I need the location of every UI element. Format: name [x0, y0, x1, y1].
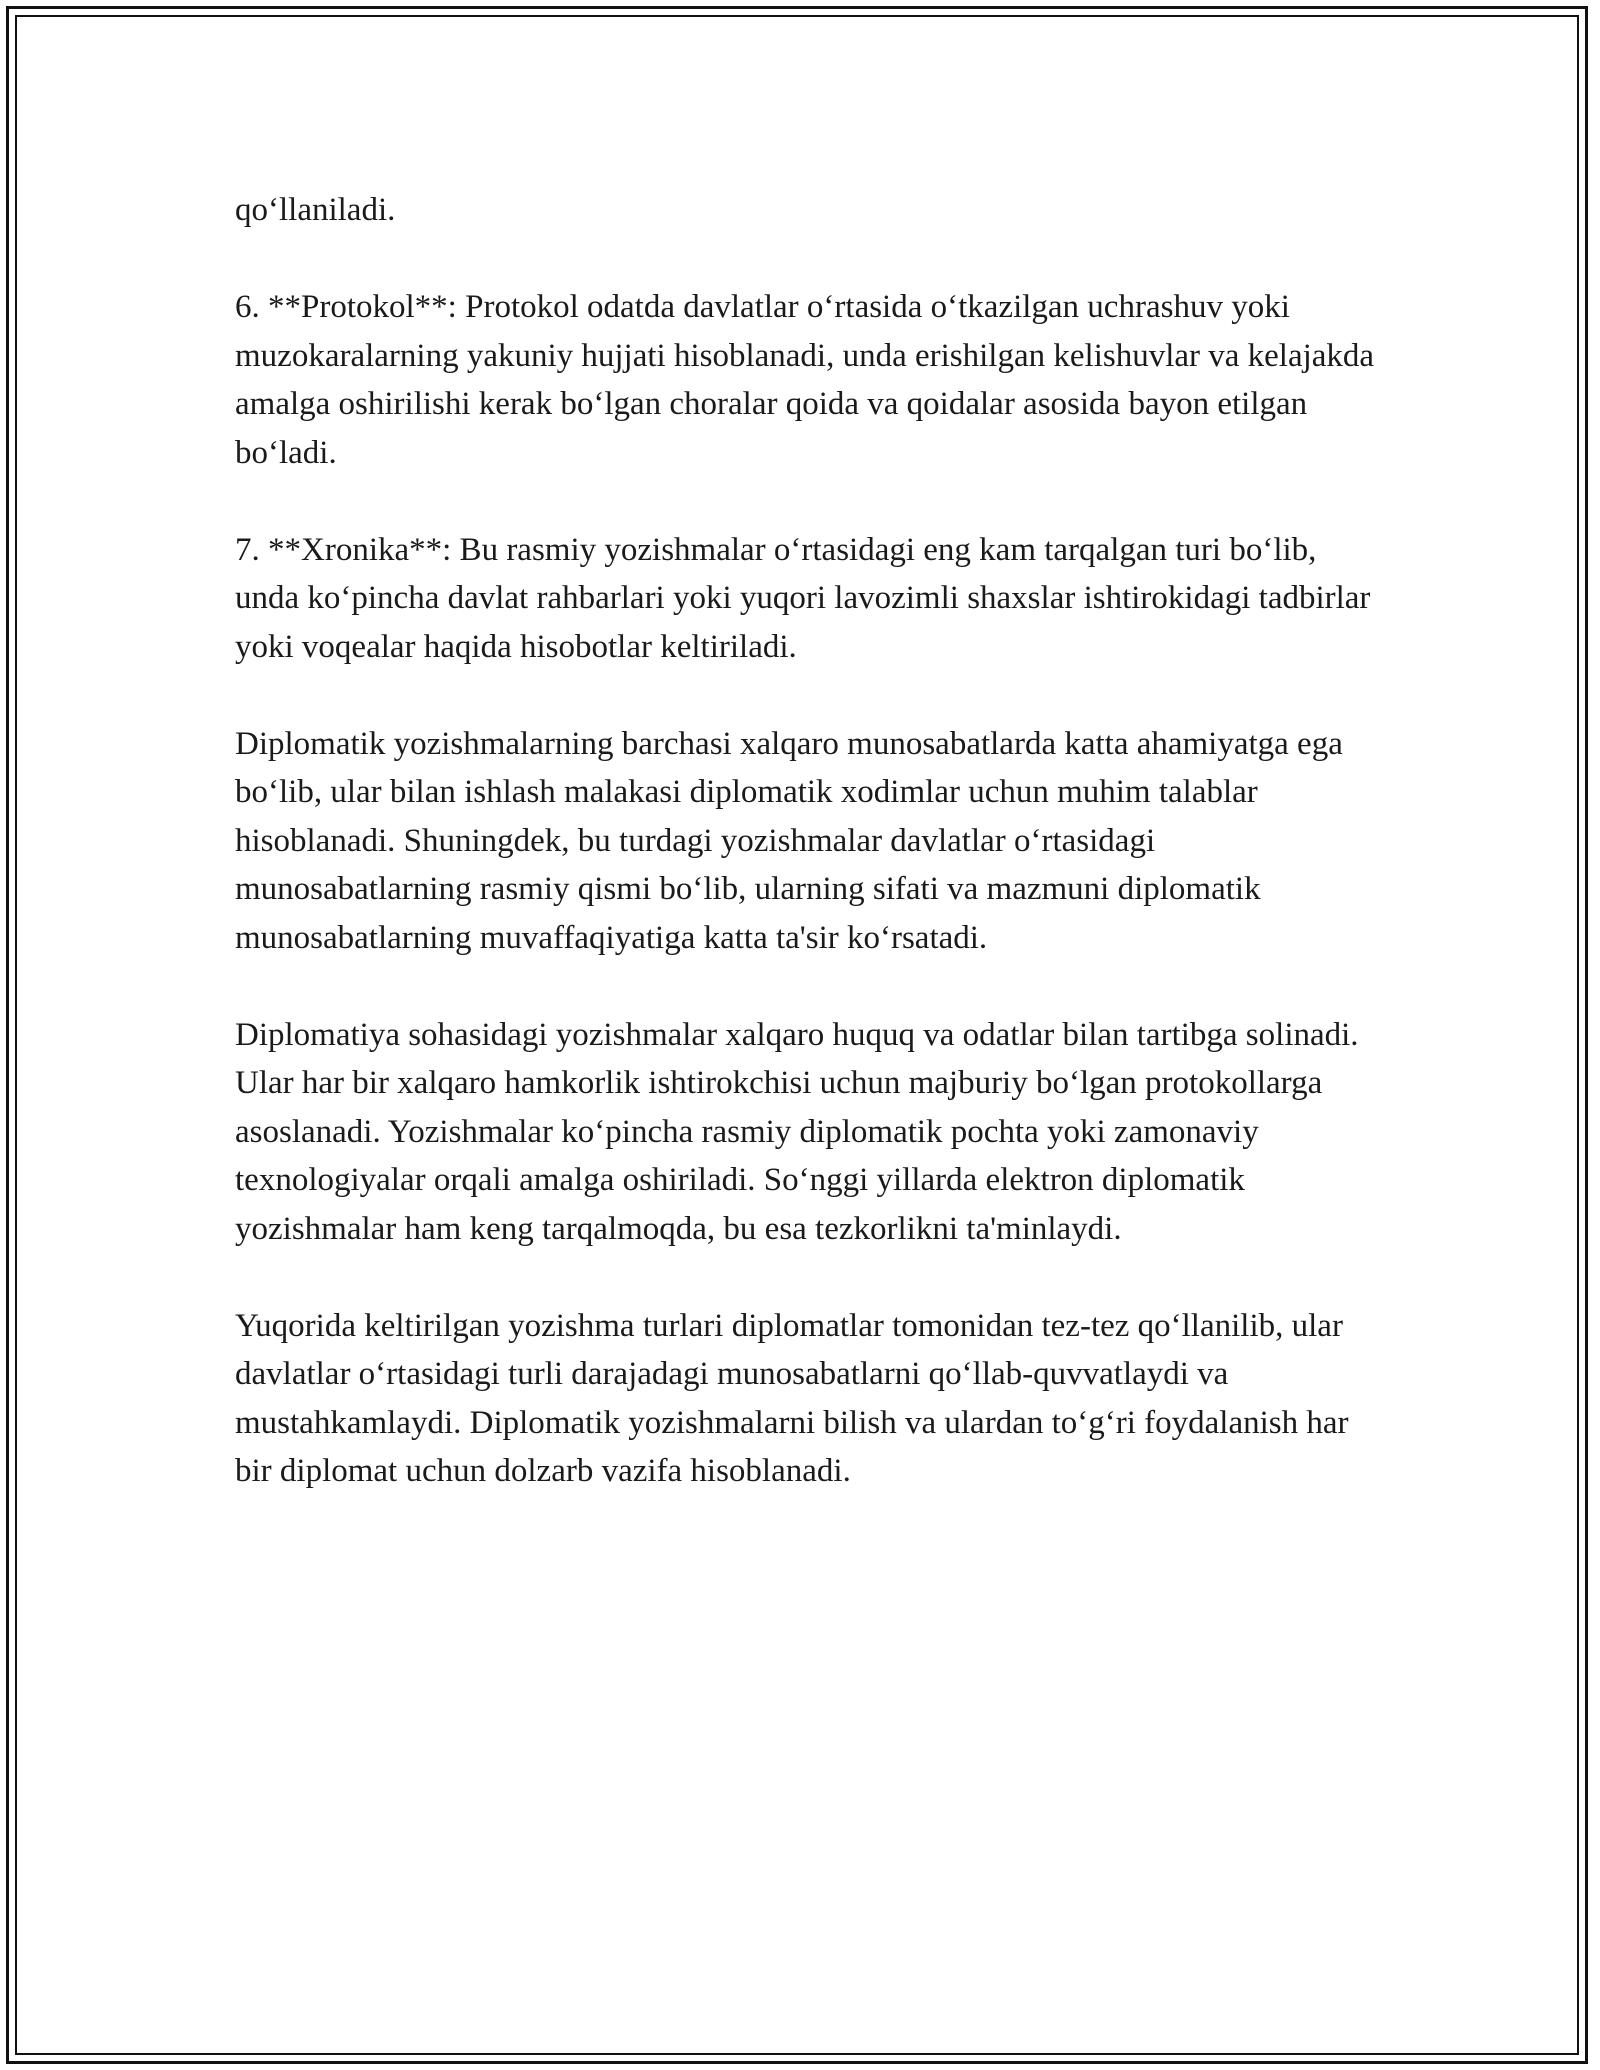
paragraph-conclusion: Yuqorida keltirilgan yozishma turlari diplomatlar tomonidan tez-tez qo‘llanilib, ular davlatlar o‘rtasidagi turli darajadagi munosabatlarni qo‘llab-quvvatlaydi va mustahkamlaydi. Diplomatik yozishmalarni bilish va ulardan to‘g‘ri foydalanish har bir diplomat uchun dolzarb vazifa hisoblanadi.	[235, 1307, 1349, 1489]
paragraph-xronika: 7. **Xronika**: Bu rasmiy yozishmalar o‘rtasidagi eng kam tarqalgan turi bo‘lib, unda ko‘pincha davlat rahbarlari yoki yuqori lavozimli shaxslar ishtirokidagi tadbirlar yoki voqealar haqida hisobotlar keltiriladi.	[235, 531, 1371, 665]
paragraph-protokol: 6. **Protokol**: Protokol odatda davlatlar o‘rtasida o‘tkazilgan uchrashuv yoki muzokaralarning yakuniy hujjati hisoblanadi, unda erishilgan kelishuvlar va kelajakda amalga oshirilishi kerak bo‘lgan choralar qoida va qoidalar asosida bayon etilgan bo‘ladi.	[235, 289, 1375, 471]
paragraph-importance: Diplomatik yozishmalarning barchasi xalqaro munosabatlarda katta ahamiyatga ega bo‘lib, ular bilan ishlash malakasi diplomatik xodimlar uchun muhim talablar hisoblanadi. Shuningdek, bu turdagi yozishmalar davlatlar o‘rtasidagi munosabatlarning rasmiy qismi bo‘lib, ularning sifati va mazmuni diplomatik munosabatlarning muvaffaqiyatiga katta ta'sir ko‘rsatadi.	[235, 725, 1343, 956]
paragraph-continuation: qo‘llaniladi.	[235, 192, 396, 228]
paragraph-regulation: Diplomatiya sohasidagi yozishmalar xalqaro huquq va odatlar bilan tartibga solinadi. Ular har bir xalqaro hamkorlik ishtirokchisi uchun majburiy bo‘lgan protokollarga asoslanadi. Yozishmalar ko‘pincha rasmiy diplomatik pochta yoki zamonaviy texnologiyalar orqali amalga oshiriladi. So‘nggi yillarda elektron diplomatik yozishmalar ham keng tarqalmoqda, bu esa tezkorlikni ta'minlaydi.	[235, 1016, 1359, 1247]
document-body	[235, 186, 1385, 1496]
